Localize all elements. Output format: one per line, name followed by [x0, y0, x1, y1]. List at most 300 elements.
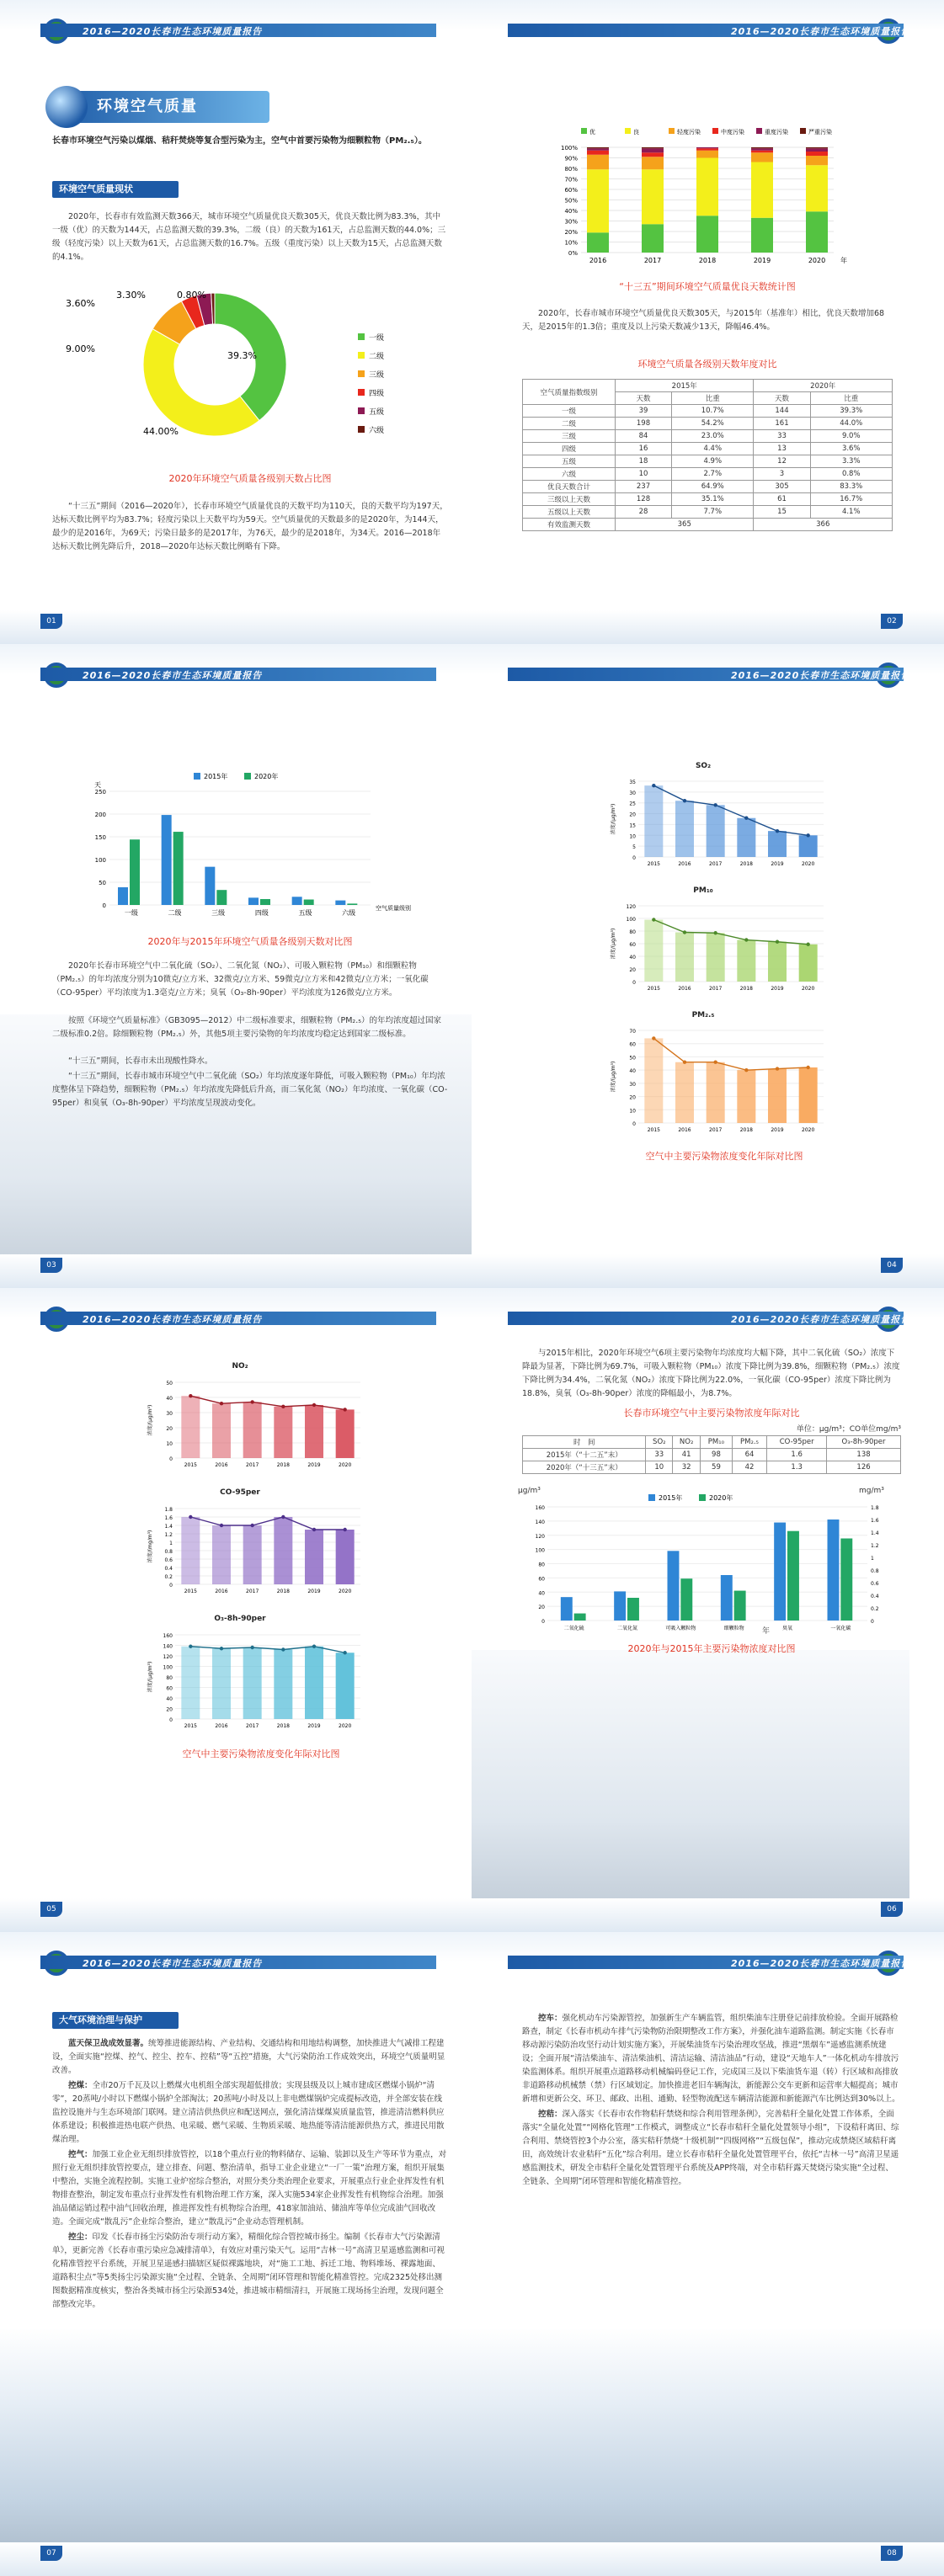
bar — [668, 1551, 680, 1621]
tick-label: 20 — [538, 1605, 545, 1611]
table-head: 空气质量指数级别 — [523, 380, 616, 405]
data-point — [312, 1645, 316, 1648]
paragraph — [522, 2108, 901, 2189]
tick-label: 160 — [535, 1505, 545, 1511]
bar-segment — [587, 155, 609, 170]
table-cell: 2.7% — [672, 468, 754, 481]
tick-label: 30 — [629, 1081, 636, 1088]
legend-swatch — [648, 1494, 655, 1501]
tick-label: 0.6 — [871, 1581, 879, 1587]
pie-label: 3.30% — [116, 290, 146, 301]
axis-label: 空气质量级别 — [376, 905, 411, 912]
table-head: PM₂.₅ — [732, 1436, 767, 1449]
table-head: 天数 — [754, 392, 810, 405]
data-point — [281, 1405, 285, 1408]
data-point — [683, 1061, 686, 1064]
tick-label: 0.4 — [871, 1594, 879, 1599]
tick-label: 100 — [535, 1547, 545, 1554]
tick-label: 2018 — [698, 257, 717, 264]
tick-label: 0 — [632, 855, 636, 861]
paragraph-text: 强化机动车污染源管控，加强新生产车辆监管，组织柴油车注册登记前排放检验。全面开展路检路查，制定《长春市机动车排气污染物防治限期整改工作方案》，并强化油车道路监测。制定实施《长春市移动源污染防治攻坚行动计划实施方案》，开展柴油货车污染治理攻坚战，推进“黑烟车”遥感监测系统建设；全面开展“清洁柴油车、清洁柴油机、清洁运输、清洁油品”行动，建设“天地车人”一体化机动车排放污染监测体系。组织开展重点道路移动机械编码登记工作，完成国三及以下柴油货车退（转）行区域和高排放非道路移动机械禁（禁）行区域划定。加快推进老旧车辆淘汰，新能源公交车更新和运营率大幅提高；城市新增和更新公交、环卫、邮政、出租、通勤、轻型物流配送车辆清洁能源和新能源汽车比例达到30%以上。 — [522, 2014, 900, 2104]
paragraph: 2020年，长春市有效监测天数366天，城市环境空气质量优良天数305天，优良天数比例为83.3%，其中一级（优）的天数为144天，占总监测天数的39.3%，二级（良）的天数为161天，占总监测天数的44.0%；三级（轻度污染）以上天数为61天，占总监测天数的16.7%。五级（重度污染）以上天数为15天，占总监测天数的4.1%。 — [52, 212, 446, 262]
table-cell: 64.9% — [672, 481, 754, 493]
tick-label: 30 — [166, 1411, 173, 1417]
tick-label: 80 — [538, 1562, 545, 1568]
table-row — [523, 418, 893, 430]
table-row — [523, 430, 893, 443]
tick-label: 30 — [629, 790, 636, 796]
bar — [737, 1070, 755, 1123]
table-cell: 161 — [754, 418, 810, 430]
pie-caption: 2020年环境空气质量各级别天数占比图 — [168, 473, 332, 484]
bar — [737, 818, 755, 857]
table-head: NO₂ — [673, 1436, 701, 1449]
axis-label: 天 — [94, 781, 101, 789]
tick-label: 200 — [94, 812, 106, 818]
bar-segment — [751, 218, 773, 253]
bar — [799, 835, 818, 857]
tick-label: 2017 — [709, 986, 723, 992]
bar — [737, 940, 755, 982]
chapter-title — [51, 91, 269, 123]
data-point — [652, 784, 655, 787]
tick-label: 0.4 — [164, 1566, 173, 1572]
legend-swatch — [581, 128, 587, 134]
levels-caption: 2020年与2015年环境空气质量各级别天数对比图 — [147, 936, 353, 947]
tick-label: 1.4 — [871, 1530, 879, 1536]
header-title: 2016—2020长春市生态环境质量报告 — [83, 1314, 263, 1325]
section-title: 环境空气质量现状 — [52, 181, 179, 198]
bar-segment — [696, 158, 718, 216]
table-title: 长春市环境空气中主要污染物浓度年际对比 — [623, 1408, 800, 1418]
paragraph: 按照《环境空气质量标准》（GB3095—2012）中二级标准要求，细颗粒物（PM₂.₅）的年均浓度超过国家二级标准0.2倍。除细颗粒物（PM₂.₅）外，其他5项主要污染物的年均浓度均稳定达到国家二级标准。 — [52, 1016, 442, 1039]
bar — [336, 1409, 355, 1458]
tick-label: 0 — [102, 902, 106, 909]
so2-line-chart — [606, 773, 842, 874]
tick-label: 0 — [169, 1717, 173, 1723]
data-point — [713, 1061, 717, 1064]
pie-label: 44.00% — [143, 426, 179, 437]
chart-title: CO-95per — [220, 1488, 260, 1497]
table-cell: 4.4% — [672, 443, 754, 455]
tick-label: 2019 — [771, 861, 784, 867]
table-cell: 32 — [673, 1461, 701, 1474]
tick-label: 0 — [169, 1583, 173, 1589]
table-cell: 144 — [754, 405, 810, 418]
bar-segment — [696, 216, 718, 253]
tick-label: 1.6 — [871, 1518, 879, 1524]
table-cell: 305 — [754, 481, 810, 493]
paragraph-text: 深入落实《长春市农作物秸秆禁烧和综合利用管理条例》，完善秸秆全量化处置工作体系，全面落实“全量化处置”“网格化管理”工作模式，调整成立“长春市秸秆全量化处置领导小组”，下设秸秆离田、综合利用、禁烧管控3个办公室，落实秸秆禁烧“十级机制”“四级网格”“五级包保”，推动完成禁烧区域秸秆离田，高效统计农业秸秆“五化”综合利用。建立长春市秸秆全量化处置管理平台，依托“吉林一号”高清卫星遥感监测技术，研发全市秸秆全量化处置管理平台系统及APP终端，对全市秸秆露天焚烧污染实施“全过程、全链条、全周期”闭环管理和智能化精准管控。 — [522, 2110, 899, 2186]
tick-label: 40 — [629, 1068, 636, 1075]
legend-swatch — [669, 128, 675, 134]
data-point — [189, 1645, 192, 1648]
chart-title: PM₂.₅ — [691, 1011, 715, 1019]
bar-segment — [696, 147, 718, 148]
bar — [680, 1578, 692, 1621]
table-cell: 优良天数合计 — [523, 481, 616, 493]
pie-chart — [66, 268, 438, 461]
tick-label: 100 — [94, 857, 106, 864]
bar — [707, 805, 725, 857]
header-title: 2016—2020长春市生态环境质量报告 — [731, 1958, 911, 1969]
axis-label: 浓度/(μg/m³) — [611, 1061, 616, 1093]
city-road-photo — [0, 2328, 944, 2576]
table-cell: 3 — [754, 468, 810, 481]
tick-label: 15 — [629, 822, 636, 829]
tick-label: 2015 — [647, 861, 660, 867]
legend-label: 六级 — [369, 427, 385, 435]
tick-label: 0 — [541, 1619, 545, 1625]
tick-label: 0.8 — [164, 1549, 173, 1555]
bar-segment — [587, 232, 609, 253]
bar — [130, 839, 140, 905]
tick-label: 50% — [564, 197, 578, 205]
table-head: PM₁₀ — [701, 1436, 732, 1449]
page-footer — [0, 1254, 944, 1288]
bar-segment — [696, 148, 718, 151]
tick-label: 50 — [166, 1381, 173, 1386]
tick-label: 20 — [166, 1426, 173, 1432]
legend-label: 2015年 — [659, 1494, 683, 1502]
tick-label: 2020 — [802, 1127, 815, 1133]
bar — [768, 942, 787, 982]
table-cell: 2015年（“十二五”末） — [523, 1449, 646, 1461]
paragraph-lead: 控煤： — [68, 2081, 93, 2090]
tick-label: 细颗粒物 — [723, 1626, 744, 1631]
bar-segment — [642, 148, 664, 152]
tick-label: 0.8 — [871, 1568, 879, 1574]
pollutant-table — [522, 1435, 901, 1474]
legend-swatch — [358, 333, 365, 340]
bar-segment — [751, 147, 773, 148]
tick-label: 2017 — [246, 1723, 259, 1729]
tick-label: 25 — [629, 801, 636, 807]
tick-label: 1 — [871, 1556, 874, 1562]
data-point — [776, 940, 779, 944]
table-cell: 33 — [754, 430, 810, 443]
data-point — [776, 1067, 779, 1070]
legend-label: 2015年 — [204, 773, 228, 780]
tick-label: 一级 — [124, 909, 138, 917]
bar — [768, 1069, 787, 1123]
tick-label: 20 — [629, 967, 636, 973]
data-point — [343, 1651, 346, 1654]
tick-label: 臭氧 — [781, 1626, 793, 1631]
level-days-table — [522, 379, 893, 531]
table-cell: 三级 — [523, 430, 616, 443]
tick-label: 2016 — [215, 1723, 228, 1729]
chart-title: O₃-8h-90per — [214, 1615, 266, 1623]
legend-swatch — [358, 407, 365, 414]
tick-label: 140 — [163, 1643, 173, 1650]
data-point — [189, 1394, 192, 1397]
tick-label: 70 — [629, 1029, 636, 1035]
bar — [614, 1591, 626, 1621]
stacked-bar-chart — [547, 126, 867, 274]
lead-text: 长春市环境空气污染以煤烟、秸秆焚烧等复合型污染为主，空气中首要污染物为细颗粒物（PM₂.₅）。 — [52, 136, 427, 146]
axis-label: 浓度/(μg/m³) — [147, 1661, 153, 1693]
table-cell: 41 — [673, 1449, 701, 1461]
chart-title: PM₁₀ — [693, 886, 713, 895]
data-point — [281, 1647, 285, 1651]
bar-segment — [806, 165, 828, 211]
table-cell: 1.3 — [767, 1461, 827, 1474]
legend-label: 2020年 — [709, 1494, 733, 1502]
table-row — [523, 455, 893, 468]
header-title: 2016—2020长春市生态环境质量报告 — [731, 26, 911, 37]
legend-swatch — [712, 128, 718, 134]
tick-label: 100 — [163, 1664, 173, 1671]
legend-label: 2020年 — [254, 773, 279, 780]
data-point — [189, 1515, 192, 1519]
tick-label: 2019 — [307, 1723, 321, 1729]
paragraph — [52, 2148, 448, 2229]
legend-swatch — [194, 773, 200, 780]
bar — [305, 1647, 323, 1719]
tick-label: 40% — [564, 208, 578, 215]
tick-label: 六级 — [342, 909, 356, 917]
table-cell: 16 — [616, 443, 672, 455]
line-caption: 空气中主要污染物浓度变化年际对比图 — [645, 1151, 803, 1162]
bar-segment — [806, 152, 828, 156]
table-cell: 9.0% — [810, 430, 893, 443]
section-title: 大气环境治理与保护 — [52, 2012, 179, 2029]
tick-label: 70% — [564, 176, 578, 184]
axis-label: 浓度/(μg/m³) — [611, 928, 616, 960]
bar — [212, 1403, 231, 1458]
tick-label: 40 — [629, 955, 636, 961]
data-point — [220, 1647, 223, 1650]
tick-label: 2019 — [771, 986, 784, 992]
tick-label: 2018 — [739, 1127, 753, 1133]
bar — [335, 901, 345, 905]
spread-2 — [0, 644, 944, 1288]
bar — [721, 1575, 733, 1621]
table-cell: 3.6% — [810, 443, 893, 455]
tick-label: 0 — [632, 980, 636, 986]
tick-label: 0% — [568, 250, 578, 257]
tick-label: 2018 — [739, 861, 753, 867]
paragraph: 与2015年相比，2020年环境空气6项主要污染物年均浓度均大幅下降，其中二氧化硫（SO₂）浓度下降最为显著，下降比例为69.7%，可吸入颗粒物（PM₁₀）浓度下降比例为39.8%，细颗粒物（PM₂.₅）浓度下降比例为34.4%，二氧化氮（NO₂）浓度下降比例为22.0%，一氧化碳（CO-95per）浓度下降比例为18.8%，臭氧（O₃-8h-90per）浓度的降幅最小，为8.7%。 — [522, 1349, 900, 1398]
data-point — [250, 1524, 253, 1527]
tick-label: 60 — [629, 942, 636, 948]
bar — [260, 899, 270, 905]
bar — [274, 1517, 292, 1584]
page-footer — [0, 1898, 944, 1932]
paragraph-lead: 控气： — [68, 2150, 93, 2159]
table-cell: 39.3% — [810, 405, 893, 418]
tick-label: 一氧化碳 — [830, 1626, 851, 1631]
bar — [243, 1402, 262, 1458]
bar-caption: “十三五”期间环境空气质量优良天数统计图 — [619, 281, 796, 292]
pm10-line-chart — [606, 897, 842, 998]
levels-bar-chart — [76, 770, 429, 930]
axis-label: mg/m³ — [859, 1487, 884, 1495]
legend-label: 三级 — [369, 371, 385, 380]
bar — [216, 890, 227, 905]
tick-label: 35 — [629, 780, 636, 785]
bar — [305, 1530, 323, 1584]
table-cell: 五级 — [523, 455, 616, 468]
bar — [181, 1517, 200, 1584]
table-cell: 10 — [616, 468, 672, 481]
bar-segment — [587, 147, 609, 148]
table-cell: 39 — [616, 405, 672, 418]
table-cell: 84 — [616, 430, 672, 443]
tick-label: 2016 — [215, 1589, 228, 1594]
tick-label: 2018 — [739, 986, 753, 992]
legend-label: 二级 — [369, 353, 385, 361]
legend-label: 四级 — [369, 390, 385, 398]
data-point — [652, 918, 655, 921]
legend-swatch — [756, 128, 762, 134]
pie-label: 0.80% — [177, 290, 206, 301]
bar-segment — [642, 157, 664, 169]
pie-label: 39.3% — [227, 350, 257, 361]
table-cell: 366 — [754, 519, 893, 531]
pie-label: 3.60% — [66, 298, 95, 309]
unit-label: 单位：μg/m³；CO单位mg/m³ — [796, 1425, 901, 1434]
tick-label: 2017 — [246, 1589, 259, 1594]
tick-label: 40 — [538, 1590, 545, 1597]
bar — [248, 897, 259, 905]
tick-label: 2019 — [307, 1462, 321, 1468]
tick-label: 1.8 — [164, 1507, 173, 1513]
tick-label: 20 — [166, 1706, 173, 1713]
page-footer — [0, 610, 944, 644]
table-cell: 10 — [646, 1461, 673, 1474]
bar — [627, 1598, 639, 1621]
table-head: 比重 — [672, 392, 754, 405]
tick-label: 2018 — [276, 1723, 290, 1729]
table-cell: 365 — [616, 519, 754, 531]
tick-label: 四级 — [254, 909, 269, 917]
table-cell: 18 — [616, 455, 672, 468]
bar-segment — [642, 152, 664, 157]
bar — [118, 887, 128, 905]
table-cell: 61 — [754, 493, 810, 506]
table-cell: 59 — [701, 1461, 732, 1474]
data-point — [806, 1066, 809, 1069]
table-row — [523, 443, 893, 455]
tick-label: 80 — [166, 1675, 173, 1681]
legend-swatch — [699, 1494, 706, 1501]
table-cell: 128 — [616, 493, 672, 506]
legend-label: 轻度污染 — [677, 129, 701, 136]
tick-label: 1.2 — [164, 1532, 173, 1538]
paragraph — [52, 2079, 448, 2147]
bar-segment — [806, 156, 828, 165]
tick-label: 2015 — [184, 1723, 197, 1729]
tick-label: 30% — [564, 218, 578, 226]
table-head: 2020年 — [754, 380, 893, 392]
lab-photo — [472, 1650, 909, 1932]
paragraph-lead: 控尘： — [68, 2233, 93, 2242]
bar — [336, 1653, 355, 1719]
data-point — [683, 799, 686, 802]
page-number: 02 — [881, 614, 903, 629]
bar — [181, 1396, 200, 1458]
bar-segment — [696, 151, 718, 158]
tick-label: 50 — [99, 880, 106, 886]
table-cell: 10.7% — [672, 405, 754, 418]
table-cell: 198 — [616, 418, 672, 430]
table-cell: 126 — [827, 1461, 901, 1474]
paragraph: “十三五”期间，长春市城市环境空气中二氧化硫（SO₂）年均浓度逐年降低，可吸入颗粒物（PM₁₀）年均浓度整体呈下降趋势，细颗粒物（PM₂.₅）年均浓度先降低后升高，而二氧化氮（NO₂）年均浓度、一氧化碳（CO-95per）和臭氧（O₃-8h-90per）平均浓度呈现波动变化。 — [52, 1072, 448, 1108]
data-point — [776, 829, 779, 833]
table-cell: 23.0% — [672, 430, 754, 443]
o3-line-chart — [143, 1626, 379, 1736]
bar — [305, 1405, 323, 1458]
paragraph: “十三五”期间，长春市未出现酸性降水。 — [68, 1056, 213, 1066]
tick-label: 1.6 — [164, 1515, 173, 1521]
pie-slice — [143, 329, 259, 436]
legend-swatch — [358, 389, 365, 396]
tick-label: 80 — [629, 929, 636, 935]
table-cell: 12 — [754, 455, 810, 468]
table-row — [523, 405, 893, 418]
pie-label: 9.00% — [66, 343, 95, 354]
line-caption: 空气中主要污染物浓度变化年际对比图 — [182, 1748, 340, 1759]
tick-label: 2019 — [307, 1589, 321, 1594]
table-row — [523, 1461, 901, 1474]
table-cell: 四级 — [523, 443, 616, 455]
spread-1 — [0, 0, 944, 644]
tick-label: 90% — [564, 155, 578, 162]
tick-label: 60 — [629, 1041, 636, 1048]
tick-label: 0.2 — [871, 1606, 879, 1612]
tick-label: 10% — [564, 239, 578, 247]
bar-segment — [751, 162, 773, 218]
bar — [707, 1062, 725, 1123]
bar — [768, 831, 787, 857]
table-head: 比重 — [810, 392, 893, 405]
data-point — [312, 1528, 316, 1531]
tick-label: 2019 — [771, 1127, 784, 1133]
tick-label: 10 — [629, 833, 636, 840]
chapter-title-text: 环境空气质量 — [97, 98, 198, 115]
tick-label: 2016 — [678, 1127, 691, 1133]
header-title: 2016—2020长春市生态环境质量报告 — [731, 1314, 911, 1325]
chart-title: SO₂ — [695, 762, 712, 770]
bar — [774, 1523, 786, 1621]
paragraph: 2020年长春市环境空气中二氧化硫（SO₂）、二氧化氮（NO₂）、可吸入颗粒物（PM₁₀）和细颗粒物（PM₂.₅）的年均浓度分别为10微克/立方米、32微克/立方米、59微克/立方米和42微克/立方米；一氧化碳（CO-95per）平均浓度为1.3毫克/立方米；臭氧（O₃-8h-90per）平均浓度为126微克/立方米。 — [52, 961, 429, 998]
no2-line-chart — [143, 1374, 379, 1475]
bar — [336, 1530, 355, 1584]
tick-label: 2017 — [709, 861, 723, 867]
header-title: 2016—2020长春市生态环境质量报告 — [83, 1958, 263, 1969]
tick-label: 150 — [94, 834, 106, 841]
bar — [644, 1038, 663, 1123]
table-cell: 28 — [616, 506, 672, 519]
paragraph-lead: 控秸： — [538, 2110, 563, 2119]
legend-label: 中度污染 — [721, 129, 744, 136]
data-point — [250, 1400, 253, 1403]
bar-segment — [642, 147, 664, 148]
tick-label: 5 — [632, 844, 636, 851]
bar-segment — [587, 151, 609, 155]
tick-label: 二级 — [168, 909, 182, 917]
bar-segment — [806, 211, 828, 253]
legend-swatch — [800, 128, 806, 134]
bar-segment — [751, 152, 773, 162]
bar-segment — [642, 169, 664, 224]
data-point — [806, 943, 809, 946]
table-cell: 1.6 — [767, 1449, 827, 1461]
bar — [675, 1062, 694, 1123]
legend-label: 良 — [633, 129, 639, 136]
